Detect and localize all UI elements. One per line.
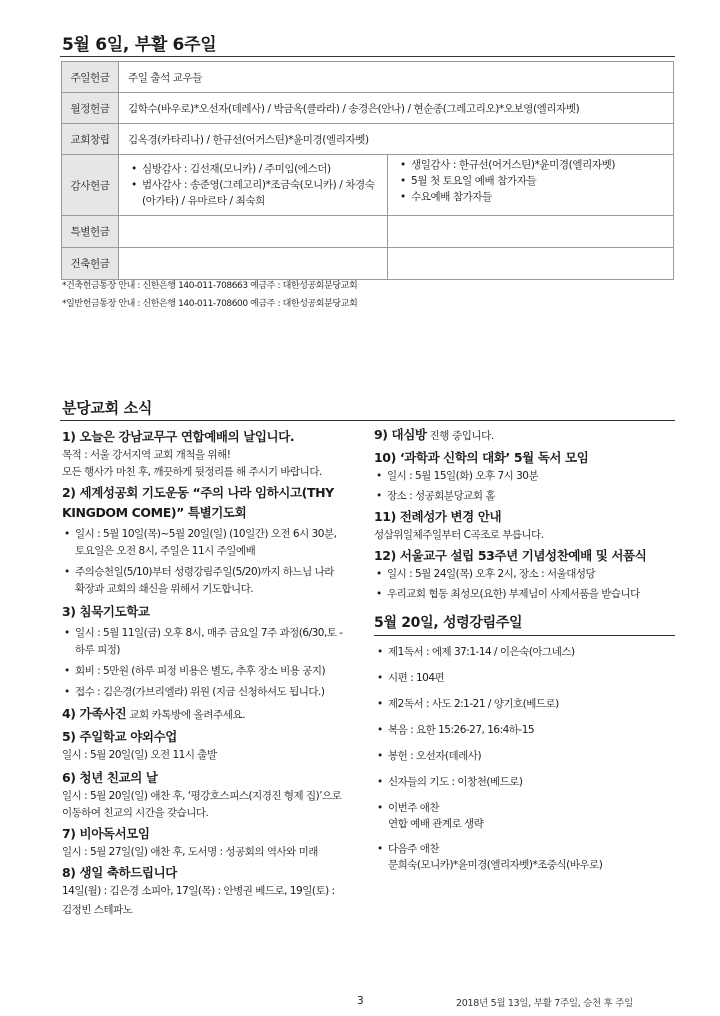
page-number: 3: [357, 995, 364, 1007]
divider: [60, 56, 675, 57]
list-item: [376, 696, 676, 712]
thanks-item: • 심방감사 : 김선재(모니카) / 주미임(에스더): [129, 161, 381, 177]
list-item-text: • 다음주 애찬: [388, 843, 440, 855]
news-text: 성삼위일체주일부터 C곡조로 부릅니다.: [374, 529, 544, 541]
news-item-title: 10) ‘과학과 신학의 대화’ 5월 독서 모임: [374, 450, 589, 465]
news-item-title-rest: 교회 카톡방에 올려주세요.: [126, 709, 246, 721]
news-item-title: 11) 전례성가 변경 안내: [374, 509, 502, 524]
list-item: [376, 748, 676, 764]
list-item: [376, 644, 676, 660]
news-text: 일시 : 5월 20일(일) 오전 11시 출발: [62, 749, 217, 761]
news-bullet: • 회비 : 5만원 (하루 피정 비용은 별도, 추후 장소 비용 공지): [62, 663, 362, 680]
news-bullet-cont: 확장과 교회의 쇄신을 위해서 기도합니다.: [75, 583, 254, 595]
list-item-subtext: 연합 예배 관계로 생략: [388, 818, 484, 830]
news-text: 김정빈 스테파노: [62, 904, 133, 916]
list-item-text: • 제2독서 : 사도 2:1-21 / 양기호(베드로): [388, 698, 559, 710]
row-label: 교회창립: [62, 124, 119, 155]
thanks-item: • 수요예배 참가자들: [398, 189, 667, 205]
list-item-subtext: 문희숙(모니카)*윤미경(엘리자벳)*조중식(바우로): [388, 859, 603, 871]
row-content-blank: [388, 248, 674, 280]
row-content-blank: [388, 216, 674, 248]
list-item-text: • 시편 : 104편: [388, 672, 445, 684]
news-text: 일시 : 5월 27일(일) 애찬 후, 도서명 : 성공회의 역사와 미래: [62, 846, 318, 858]
thanks-left-cell: [119, 155, 388, 216]
row-label: 월정헌금: [62, 93, 119, 124]
news-item-title-strong: 9) 대심방: [374, 427, 427, 442]
news-text: 목적 : 서울 강서지역 교회 개척을 위해!: [62, 449, 231, 461]
thanks-item: • 범사감사 : 송준영(그레고리)*조금숙(모니카) / 차경숙: [129, 177, 381, 193]
news-item-title: 5) 주일학교 야외수업: [62, 729, 177, 744]
table-row: [62, 216, 674, 248]
news-bullet: • 일시 : 5월 10일(목)~5월 20일(일) (10일간) 오전 6시 30분,: [62, 526, 362, 543]
news-left-column: [62, 427, 362, 919]
news-text: 모든 행사가 마친 후, 깨끗하게 뒷정리를 해 주시기 바랍니다.: [62, 466, 322, 478]
news-item-title: 2) 세계성공회 기도운동 “주의 나라 임하시고(THY: [62, 485, 334, 500]
footer-info: 2018년 5월 13일, 부활 7주일, 승천 후 주일: [456, 998, 633, 1009]
news-item-title-rest: 진행 중입니다.: [426, 430, 494, 442]
news-item-title: 3) 침묵기도학교: [62, 604, 150, 619]
news-bullet: • 일시 : 5월 11일(금) 오후 8시, 매주 금요일 7주 과정(6/30,토 -: [62, 625, 362, 642]
row-content: 김옥경(카타리나) / 한규선(어거스틴)*윤미경(엘리자벳): [119, 124, 674, 155]
table-row: [62, 62, 674, 93]
row-label: 주일헌금: [62, 62, 119, 93]
pentecost-list: [376, 644, 676, 873]
news-item-title-cont: KINGDOM COME)” 특별기도회: [62, 505, 247, 520]
table-row: [62, 93, 674, 124]
news-bullet: • 일시 : 5월 24일(목) 오후 2시, 장소 : 서울대성당: [374, 566, 679, 583]
news-item-title: 7) 비아독서모임: [62, 826, 150, 841]
news-title: 분당교회 소식: [62, 399, 153, 417]
news-bullet: • 일시 : 5월 15일(화) 오후 7시 30분: [374, 468, 679, 485]
divider: [60, 420, 675, 421]
list-item: [376, 722, 676, 738]
thanks-item: • 5월 첫 토요일 예배 참가자들: [398, 173, 667, 189]
news-text: 이동하여 친교의 시간을 갖습니다.: [62, 807, 209, 819]
news-text: 14일(월) : 김은경 소피아, 17일(목) : 안병권 베드로, 19일(토) :: [62, 885, 335, 897]
news-bullet: • 주의승천일(5/10)부터 성령강림주일(5/20)까지 하느님 나라: [62, 564, 362, 581]
account-note: *건축헌금통장 안내 : 신한은행 140-011-708663 예금주 : 대한성공회분당교회: [62, 281, 358, 291]
news-item-title: 12) 서울교구 설립 53주년 기념성찬예배 및 서품식: [374, 548, 647, 563]
news-bullet: • 우리교회 협동 최성모(요한) 부제님이 사제서품을 받습니다: [374, 586, 679, 603]
thanks-item-cont: (아가타) / 유마르타 / 최숙희: [142, 195, 265, 207]
list-item-text: • 복음 : 요한 15:26-27, 16:4하-15: [388, 724, 535, 736]
row-label: 감사헌금: [62, 155, 119, 216]
news-bullet: • 장소 : 성공회분당교회 홀: [374, 488, 679, 505]
news-bullet-cont: 하루 피정): [75, 644, 121, 656]
news-item-title: 1) 오늘은 강남교무구 연합예배의 날입니다.: [62, 429, 295, 444]
news-item-title: 6) 청년 친교의 날: [62, 770, 158, 785]
row-content: [119, 216, 388, 248]
news-right-column: [374, 425, 679, 603]
news-item-title: [62, 704, 362, 725]
list-item-text: • 제1독서 : 에제 37:1-14 / 이은숙(아그네스): [388, 646, 575, 658]
row-content: 주일 출석 교우들: [119, 62, 674, 93]
list-item: [376, 841, 676, 873]
row-label: 건축헌금: [62, 248, 119, 280]
news-bullet: • 접수 : 김은경(가브리엘라) 위원 (지금 신청하셔도 됩니다.): [62, 684, 362, 701]
row-content: [119, 248, 388, 280]
row-content: 김학수(바우로)*오선자(데레사) / 박금옥(클라라) / 송경은(안나) / 현순종(그레고리오)*오보영(엘리자벳): [119, 93, 674, 124]
row-label: 특별헌금: [62, 216, 119, 248]
offering-title: 5월 6일, 부활 6주일: [62, 35, 217, 55]
news-item-title: 8) 생일 축하드립니다: [62, 865, 177, 880]
thanks-item: • 생일감사 : 한규선(어거스틴)*윤미경(엘리자벳): [398, 157, 667, 173]
offering-table: [61, 61, 674, 280]
list-item-text: • 신자들의 기도 : 이창천(베드로): [388, 776, 523, 788]
table-row: [62, 124, 674, 155]
table-row: [62, 155, 674, 216]
list-item-text: • 이번주 애찬: [388, 802, 440, 814]
list-item: [376, 670, 676, 686]
list-item: [376, 774, 676, 790]
news-item-title: [374, 425, 679, 446]
news-item-title-strong: 4) 가족사진: [62, 706, 127, 721]
pentecost-title: 5월 20일, 성령강림주일: [374, 615, 523, 631]
list-item: [376, 800, 676, 832]
account-note: *일반헌금통장 안내 : 신한은행 140-011-708600 예금주 : 대한성공회분당교회: [62, 299, 358, 309]
list-item-text: • 봉헌 : 오선자(데레사): [388, 750, 482, 762]
divider: [374, 635, 675, 636]
thanks-right-cell: [388, 155, 674, 216]
news-text: 일시 : 5월 20일(일) 애찬 후, ‘평강호스피스(지경진 형제 집)’으로: [62, 790, 342, 802]
news-bullet-cont: 토요일은 오전 8시, 주일은 11시 주일예배: [75, 545, 256, 557]
table-row: [62, 248, 674, 280]
